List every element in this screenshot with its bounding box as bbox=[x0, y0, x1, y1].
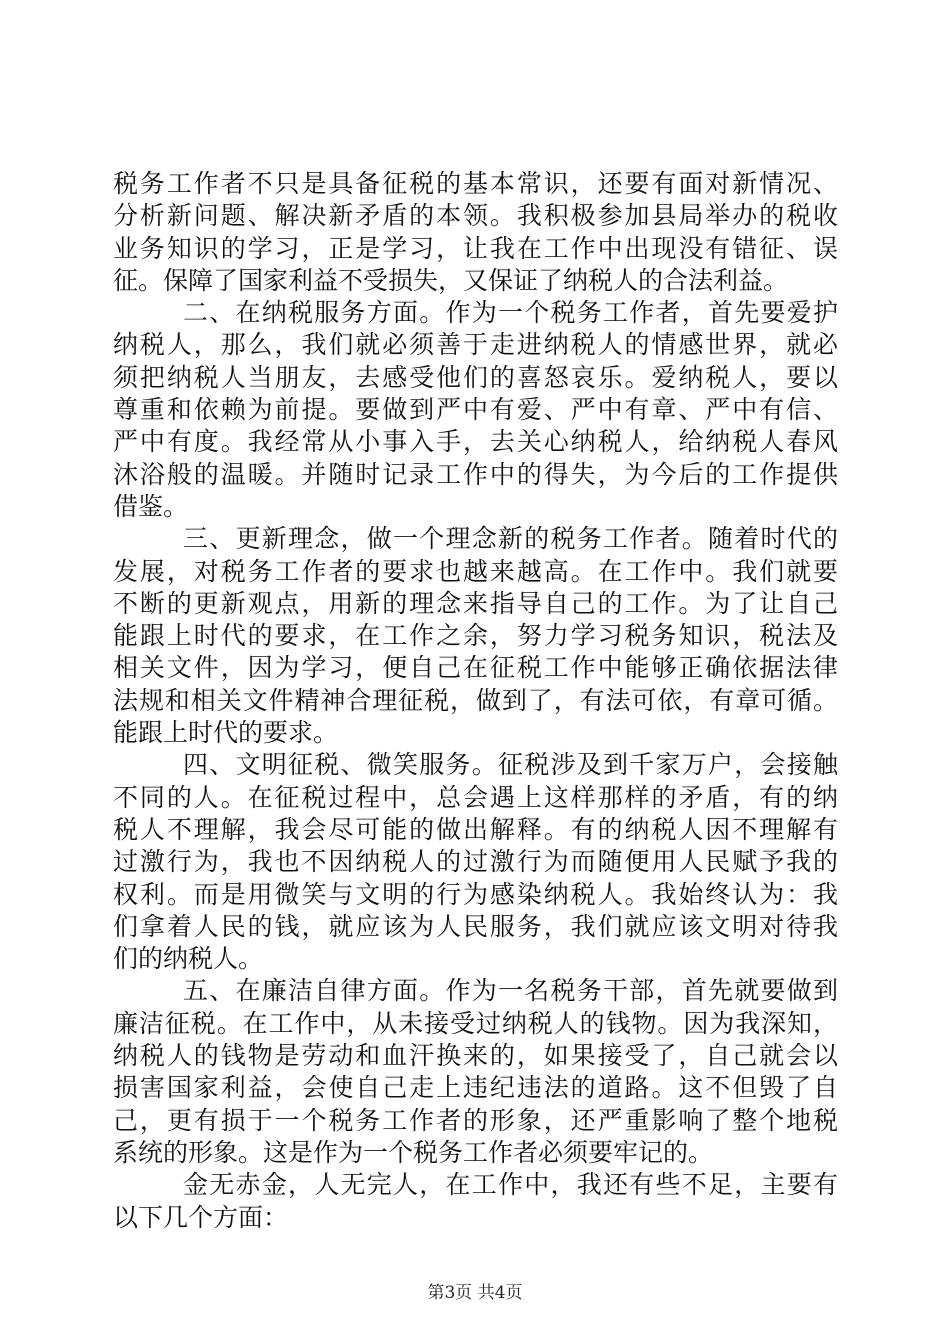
text-line: 分析新问题、解决新矛盾的本领。我积极参加县局举办的税收 bbox=[113, 201, 838, 231]
paragraph-start-line: 四、文明征税、微笑服务。征税涉及到千家万户，会接触 bbox=[183, 750, 838, 780]
paragraph-start-line: 二、在纳税服务方面。作为一个税务工作者，首先要爱护 bbox=[183, 298, 838, 328]
text-line: 能跟上时代的要求。 bbox=[113, 718, 339, 748]
text-line: 税务工作者不只是具备征税的基本常识，还要有面对新情况、 bbox=[113, 169, 838, 198]
text-line: 征。保障了国家利益不受损失，又保证了纳税人的合法利益。 bbox=[113, 265, 789, 295]
text-line: 相关文件，因为学习，便自己在征税工作中能够正确依据法律 bbox=[113, 653, 838, 683]
paragraph-start-line: 金无赤金，人无完人，在工作中，我还有些不足，主要有 bbox=[183, 1170, 838, 1200]
text-line: 借鉴。 bbox=[113, 491, 189, 521]
text-line: 系统的形象。这是作为一个税务工作者必须要牢记的。 bbox=[113, 1137, 714, 1167]
text-line: 严中有度。我经常从小事入手，去关心纳税人，给纳税人春风 bbox=[113, 427, 838, 457]
text-line: 发展，对税务工作者的要求也越来越高。在工作中。我们就要 bbox=[113, 556, 838, 586]
text-line: 损害国家利益，会使自己走上违纪违法的道路。这不但毁了自 bbox=[113, 1073, 838, 1103]
text-line: 纳税人，那么，我们就必须善于走进纳税人的情感世界，就必 bbox=[113, 330, 838, 360]
paragraph-start-line: 三、更新理念，做一个理念新的税务工作者。随着时代的 bbox=[183, 524, 838, 554]
text-line: 廉洁征税。在工作中，从未接受过纳税人的钱物。因为我深知， bbox=[113, 1008, 838, 1038]
text-line: 不断的更新观点，用新的理念来指导自己的工作。为了让自己 bbox=[113, 588, 838, 618]
text-line: 法规和相关文件精神合理征税，做到了，有法可依，有章可循。 bbox=[113, 685, 838, 715]
text-line: 沐浴般的温暖。并随时记录工作中的得失，为今后的工作提供 bbox=[113, 459, 838, 489]
text-line: 权利。而是用微笑与文明的行为感染纳税人。我始终认为：我 bbox=[113, 879, 838, 909]
text-line: 尊重和依赖为前提。要做到严中有爱、严中有章、严中有信、 bbox=[113, 395, 838, 425]
text-line: 以下几个方面： bbox=[113, 1202, 289, 1232]
text-line: 业务知识的学习，正是学习，让我在工作中出现没有错征、误 bbox=[113, 233, 838, 263]
page-number-footer: 第3页 共4页 bbox=[427, 1283, 523, 1303]
text-line: 们的纳税人。 bbox=[113, 944, 264, 974]
text-line: 税人不理解，我会尽可能的做出解释。有的纳税人因不理解有 bbox=[113, 814, 838, 844]
text-line: 们拿着人民的钱，就应该为人民服务，我们就应该文明对待我 bbox=[113, 911, 838, 941]
text-line: 不同的人。在征税过程中，总会遇上这样那样的矛盾，有的纳 bbox=[113, 782, 838, 812]
paragraph-start-line: 五、在廉洁自律方面。作为一名税务干部，首先就要做到 bbox=[183, 976, 838, 1006]
text-line: 能跟上时代的要求，在工作之余，努力学习税务知识，税法及 bbox=[113, 621, 838, 651]
text-line: 须把纳税人当朋友，去感受他们的喜怒哀乐。爱纳税人，要以 bbox=[113, 362, 838, 392]
text-line: 过激行为，我也不因纳税人的过激行为而随便用人民赋予我的 bbox=[113, 847, 838, 877]
body-text bbox=[113, 168, 838, 1234]
text-line: 纳税人的钱物是劳动和血汗换来的，如果接受了，自己就会以 bbox=[113, 1041, 838, 1071]
text-line: 己，更有损于一个税务工作者的形象，还严重影响了整个地税 bbox=[113, 1105, 838, 1135]
